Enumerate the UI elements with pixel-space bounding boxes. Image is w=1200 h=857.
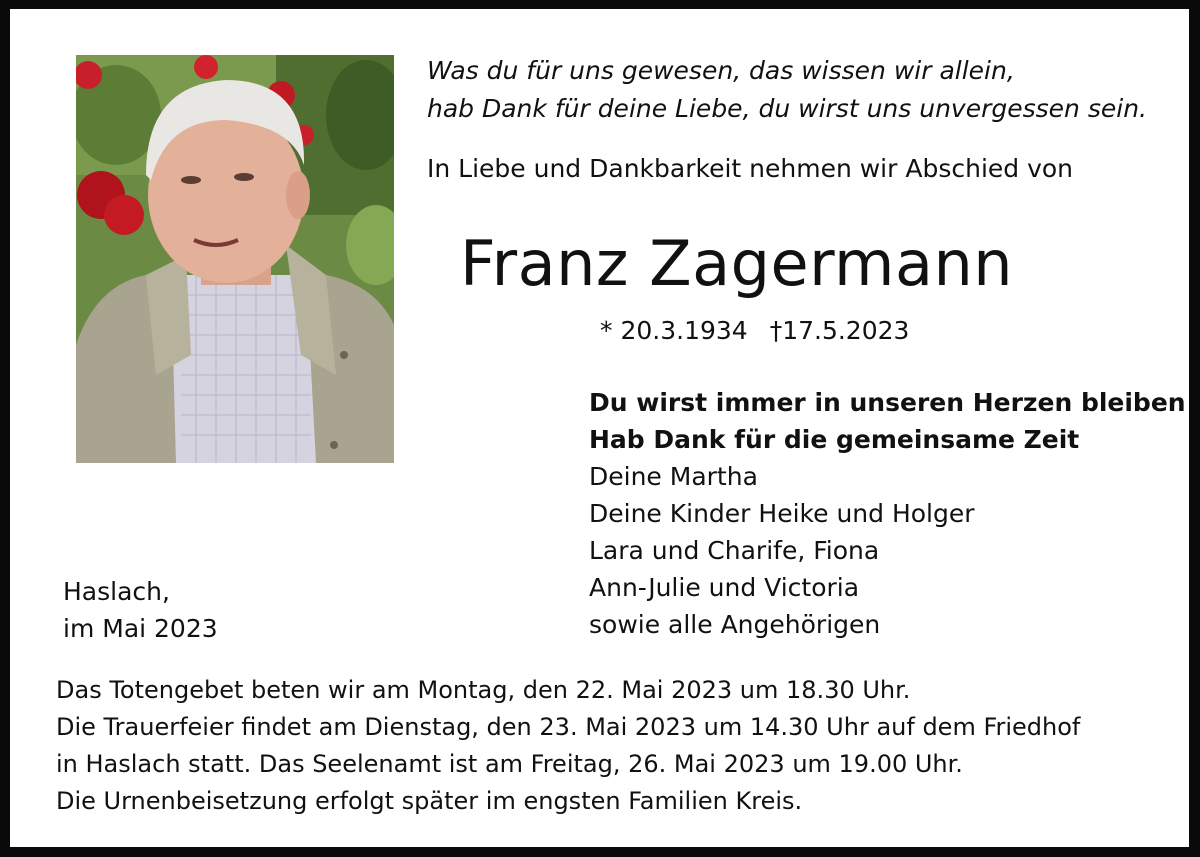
notice-line: in Haslach statt. Das Seelenamt ist am Freitag, 26. Mai 2023 um 19.00 Uhr. xyxy=(56,750,963,778)
family-member: Ann-Julie und Victoria xyxy=(589,573,860,602)
family-member: Deine Martha xyxy=(589,462,758,491)
family-heading: Du wirst immer in unseren Herzen bleiben xyxy=(589,388,1186,417)
death-symbol: † xyxy=(769,316,783,345)
memorial-quote xyxy=(427,52,1147,128)
service-notice xyxy=(56,672,1080,820)
family-member: sowie alle Angehörigen xyxy=(589,610,881,639)
family-signature xyxy=(589,384,1186,643)
quote-line: hab Dank für deine Liebe, du wirst uns unvergessen sein. xyxy=(427,94,1147,123)
life-dates xyxy=(600,314,909,348)
birth-date: 20.3.1934 xyxy=(620,316,748,345)
portrait-photo xyxy=(76,55,394,463)
notice-line: Die Trauerfeier findet am Dienstag, den 23. Mai 2023 um 14.30 Uhr auf dem Friedhof xyxy=(56,713,1081,741)
deceased-name: Franz Zagermann xyxy=(460,227,1014,300)
farewell-intro: In Liebe und Dankbarkeit nehmen wir Abschied von xyxy=(427,154,1074,183)
family-heading: Hab Dank für die gemeinsame Zeit xyxy=(589,425,1080,454)
death-date: 17.5.2023 xyxy=(782,316,910,345)
place-date: im Mai 2023 xyxy=(63,614,218,643)
place-city: Haslach, xyxy=(63,577,170,606)
family-member: Deine Kinder Heike und Holger xyxy=(589,499,975,528)
notice-line: Die Urnenbeisetzung erfolgt später im engsten Familien Kreis. xyxy=(56,787,803,815)
quote-line: Was du für uns gewesen, das wissen wir allein, xyxy=(427,56,1015,85)
birth-symbol: * xyxy=(600,316,613,345)
family-member: Lara und Charife, Fiona xyxy=(589,536,880,565)
place-and-date xyxy=(63,573,218,647)
notice-line: Das Totengebet beten wir am Montag, den 22. Mai 2023 um 18.30 Uhr. xyxy=(56,676,911,704)
